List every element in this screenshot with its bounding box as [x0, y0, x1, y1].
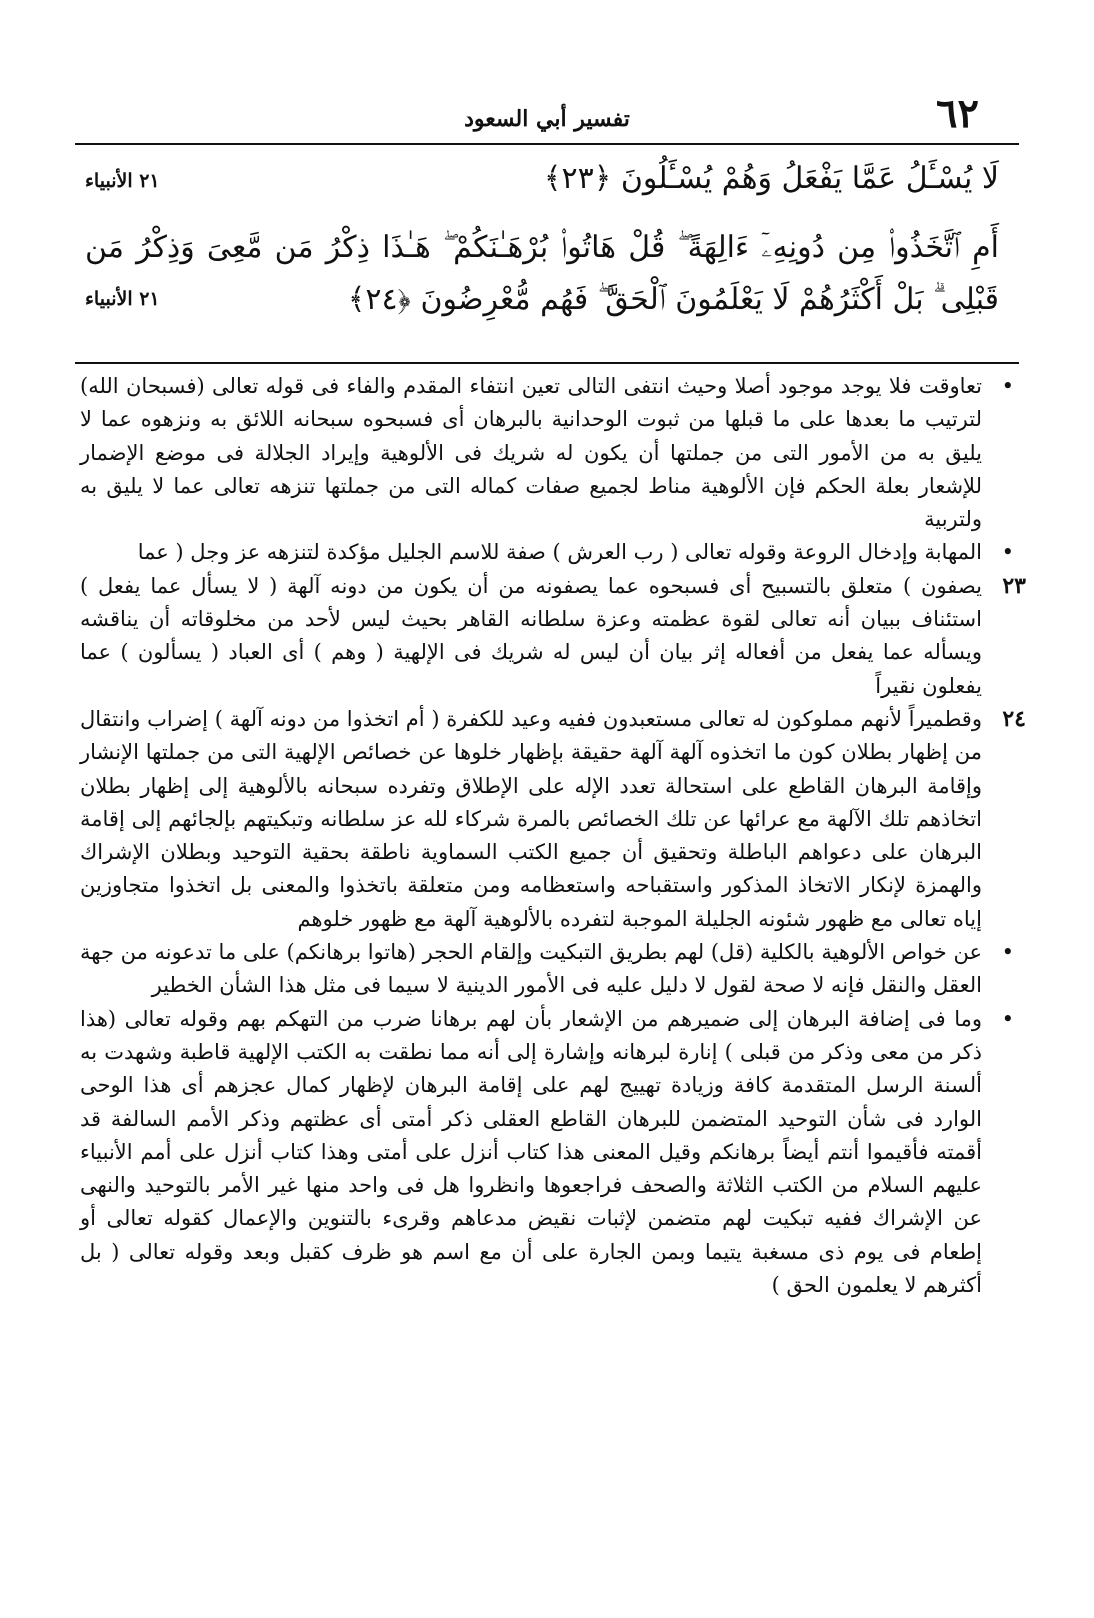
verse-reference: ٢١ الأنبياء — [85, 170, 160, 192]
bullet-marker: • — [1001, 1006, 1014, 1031]
commentary-text: يصفون ) متعلق بالتسبيح أى فسبحوه عما يصفونه من أن يكون من دونه آلهة ( لا يسأل عما يفعل ) استئناف ببيان أنه تعالى لقوة عظمته وعزة سلطانه القاهر بحيث ليس لأحد من مخلوقاته أن يناقشه ويسأله عما يفعل من أفعاله إثر بيان أن ليس له شريك فى الإلهية ( وهم ) أى العباد ( يسألون ) عما يفعلون نقيراً — [80, 573, 982, 698]
commentary-text: المهابة وإدخال الروعة وقوله تعالى ( رب العرش ) صفة للاسم الجليل مؤكدة لتنزهه عز وجل ( عما — [137, 540, 982, 565]
commentary-text: وقطميراً لأنهم مملوكون له تعالى مستعبدون ففيه وعيد للكفرة ( أم اتخذوا من دونه آلهة ) إضراب وانتقال من إظهار بطلان كون ما اتخذوه آلهة آلهة حقيقة بإظهار خلوها عن خصائص الإلهية التى من جملتها الإنشار وإقامة البرهان القاطع على استحالة تعدد الإله على الإطلاق وتفرده سبحانه بالألوهية إلى إظهار بطلان اتخاذهم تلك الآلهة مع عرائها عن تلك الخصائص بالمرة شركاء لله عز سلطانه وتبكيتهم بإلجائهم إلى إقامة البرهان على دعواهم الباطلة وتحقيق أن جميع الكتب السماوية ناطقة بحقية التوحيد وبطلان الإشراك والهمزة لإنكار الاتخاذ المذكور واستقباحه واستعظامه ومن متعلقة باتخذوا والمعنى بل اتخذوا متجاوزين إياه تعالى مع ظهور شئونه الجليلة الموجبة لتفرده بالألوهية آلهة مع ظهور خلوهم — [80, 706, 982, 931]
tafsir-commentary — [80, 370, 1026, 1302]
page-header — [75, 88, 1019, 145]
verse-reference: ٢١ الأنبياء — [85, 288, 160, 310]
running-title: تفسير أبي السعود — [464, 106, 630, 132]
commentary-paragraph — [80, 1003, 1014, 1303]
commentary-text: تعاوقت فلا يوجد موجود أصلا وحيث انتفى التالى تعين انتفاء المقدم والفاء فى قوله تعالى (فسبحان الله) لترتيب ما بعدها على ما قبلها من ثبوت الوحدانية بالبرهان أى فسبحوه سبحانه اللائق به ونزهوه عما لا يليق به من الأمور التى من جملتها أن يكون له شريك فى الألوهية وإيراد الجلالة فى موضع الإضمار للإشعار بعلة الحكم فإن الألوهية مناط لجميع صفات كماله التى من جملتها تنزهه تعالى عما لا يليق به ولتربية — [80, 374, 982, 532]
quran-verse: لَا يُسْـَٔلُ عَمَّا يَفْعَلُ وَهُمْ يُسْـَٔلُونَ ﴿٢٣﴾ — [543, 161, 999, 196]
commentary-paragraph — [80, 570, 1026, 703]
verse-number-marker: ٢٤ — [1002, 705, 1026, 732]
commentary-text: عن خواص الألوهية بالكلية (قل) لهم بطريق التبكيت وإلقام الحجر (هاتوا برهانكم) على ما تدعونه من جهة العقل والنقل فإنه لا صحة لقول لا دليل عليه فى الأمور الدينية لا سيما فى مثل هذا الشأن الخطير — [80, 940, 982, 998]
verse-number-marker: ٢٣ — [1002, 572, 1026, 599]
bullet-marker: • — [1001, 374, 1014, 398]
commentary-paragraph — [80, 370, 1014, 536]
verse-block-24 — [85, 222, 999, 326]
bullet-marker: • — [1001, 940, 1014, 965]
verse-block-23 — [85, 156, 999, 202]
commentary-paragraph — [80, 703, 1026, 936]
section-divider — [75, 362, 1019, 364]
commentary-paragraph — [80, 936, 1014, 1003]
commentary-text: وما فى إضافة البرهان إلى ضميرهم من الإشعار بأن لهم برهانا ضرب من التهكم بهم وقوله تعالى (هذا ذكر من معى وذكر من قبلى ) إنارة لبرهانه وإشارة إلى أنه مما نطقت به الكتب الإلهية قاطبة وشهدت به ألسنة الرسل المتقدمة كافة وزيادة تهييج لهم على إقامة البرهان لإظهار كمال عجزهم أى هذا الوحى الوارد فى شأن التوحيد المتضمن للبرهان القاطع العقلى ذكر أمتى أى عظتهم وذكر الأمم السالفة قد أقمته فأقيموا أنتم أيضاً برهانكم وقيل المعنى هذا كتاب أنزل على أمتى وهذا كتاب أنزل على أمم الأنبياء عليهم السلام من الكتب الثلاثة والصحف فراجعوها وانظروا هل فى واحد منها غير الأمر بالتوحيد والنهى عن الإشراك ففيه تبكيت لهم متضمن لإثبات نقيض مدعاهم وقرىء بالتنوين والإعمال كقوله تعالى أو إطعام فى يوم ذى مسغبة يتيما وبمن الجارة على أن مع اسم هو ظرف كقبل وبعد وقوله تعالى ( بل أكثرهم لا يعلمون الحق ) — [80, 1006, 982, 1298]
quran-verse: أَمِ ٱتَّخَذُوا۟ مِن دُونِهِۦٓ ءَالِهَةً ۖ قُلْ هَاتُوا۟ بُرْهَـٰنَكُمْ ۖ هَـٰذَا ذِكْرُ مَن مَّعِىَ وَذِكْرُ مَن قَبْلِى ۗ بَلْ أَكْثَرُهُمْ لَا يَعْلَمُونَ ٱلْحَقَّ ۖ فَهُم مُّعْرِضُونَ ﴿٢٤﴾ — [85, 230, 999, 317]
page-number: ٦٢ — [936, 90, 979, 137]
bullet-marker: • — [1001, 540, 1014, 565]
commentary-paragraph — [80, 536, 1014, 569]
